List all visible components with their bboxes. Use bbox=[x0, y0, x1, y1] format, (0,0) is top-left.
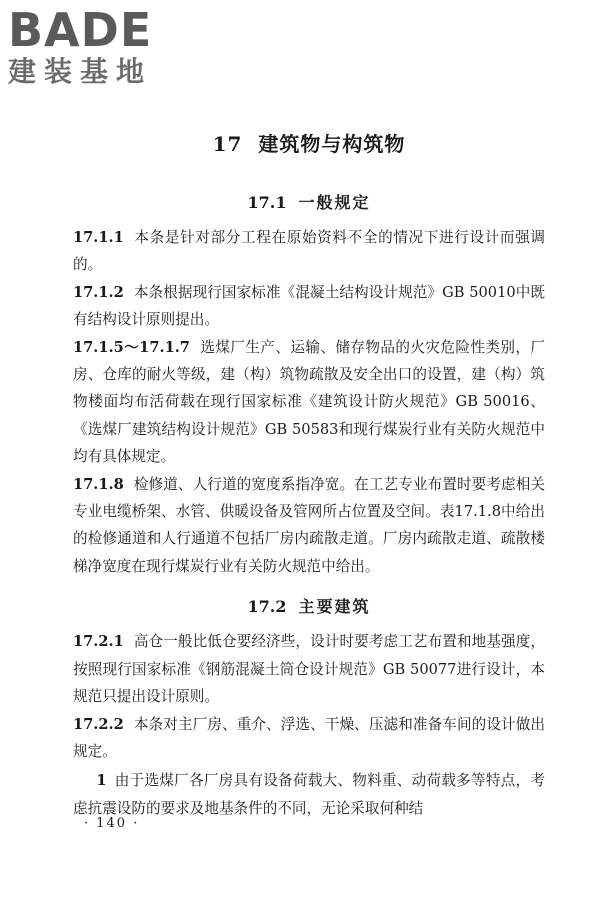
section-title bbox=[73, 594, 545, 620]
section-title bbox=[73, 190, 545, 216]
chapter-number: 17 bbox=[212, 132, 243, 156]
clause-text: 本条对主厂房、重介、浮选、干燥、压滤和准备车间的设计做出规定。 bbox=[73, 715, 545, 760]
clause-number: 17.2.2 bbox=[73, 715, 124, 733]
clause-number: 17.1.2 bbox=[73, 283, 124, 301]
logo-wordmark: BADE bbox=[8, 3, 153, 57]
page-number: · 140 · bbox=[84, 816, 140, 831]
logo bbox=[8, 3, 178, 90]
list-item bbox=[73, 767, 545, 822]
section-number: 17.1 bbox=[247, 193, 287, 212]
clause-number: 17.1.8 bbox=[73, 475, 124, 493]
section-heading: 一般规定 bbox=[298, 193, 371, 212]
clause-number: 17.1.1 bbox=[73, 229, 124, 246]
clause-paragraph bbox=[73, 628, 545, 710]
clause-text: 高仓一般比低仓要经济些，设计时要考虑工艺布置和地基强度，按照现行国家标准《钢筋混凝土筒仓设计规范》GB 50077进行设计，本规范只提出设计原则。 bbox=[73, 633, 545, 706]
clause-text: 检修道、人行道的宽度系指净宽。在工艺专业布置时要考虑相关专业电缆桥架、水管、供暖设备及管网所占位置及空间。表17.1.8中给出的检修通道和人行通道不包括厂房内疏散走道。厂房内疏散走道、疏散楼梯净宽度在现行煤炭行业有关防火规范中给出。 bbox=[73, 475, 545, 575]
logo-subtitle: 建装基地 bbox=[8, 55, 153, 88]
chapter-title bbox=[73, 128, 545, 160]
clause-number: 17.2.1 bbox=[73, 633, 124, 651]
chapter-heading: 建筑物与构筑物 bbox=[258, 132, 406, 156]
clause-paragraph bbox=[73, 224, 545, 279]
item-text: 由于选煤厂各厂房具有设备荷载大、物料重、动荷载多等特点，考虑抗震设防的要求及地基条件的不同，无论采取何种结 bbox=[73, 772, 545, 817]
section-number: 17.2 bbox=[247, 597, 287, 617]
clause-paragraph bbox=[73, 711, 545, 766]
page-content bbox=[73, 128, 545, 822]
clause-paragraph bbox=[73, 279, 545, 334]
item-number: 1 bbox=[96, 772, 107, 790]
clause-text: 选煤厂生产、运输、储存物品的火灾危险性类别，厂房、仓库的耐火等级，建（构）筑物疏散及安全出口的设置，建（构）筑物楼面均布活荷载在现行国家标准《建筑设计防火规范》GB 50016、《选煤厂建筑结构设计规范》GB 50583和现行煤炭行业有关防火规范中均有具体规定。 bbox=[73, 338, 545, 466]
clause-paragraph bbox=[73, 334, 545, 471]
clause-paragraph bbox=[73, 471, 545, 581]
clause-number: 17.1.5～17.1.7 bbox=[73, 338, 190, 356]
clause-text: 本条根据现行国家标准《混凝土结构设计规范》GB 50010中既有结构设计原则提出。 bbox=[73, 283, 545, 329]
clause-text: 本条是针对部分工程在原始资料不全的情况下进行设计而强调的。 bbox=[73, 229, 545, 274]
section-heading: 主要建筑 bbox=[298, 597, 371, 617]
